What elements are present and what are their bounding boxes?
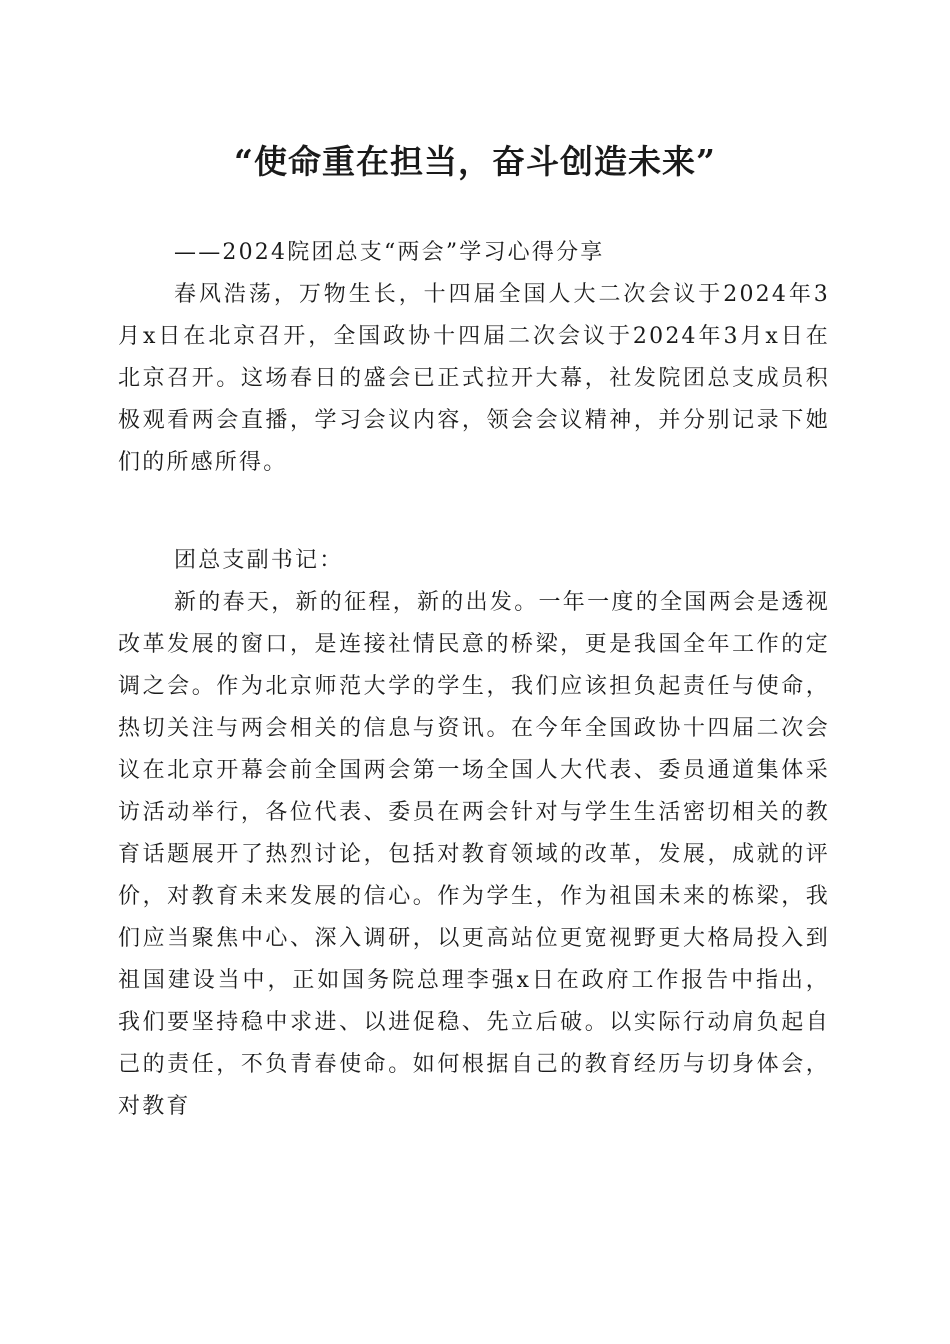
document-subtitle: ——2024院团总支“两会”学习心得分享 bbox=[174, 240, 605, 265]
intro-paragraph: 春风浩荡，万物生长，十四届全国人大二次会议于2024年3月x日在北京召开，全国政协十四届二次会议于2024年3月x日在北京召开。这场春日的盛会已正式拉开大幕，社发院团总支成员积极观看两会直播，学习会议内容，领会会议精神，并分别记录下她们的所感所得。 bbox=[118, 282, 830, 475]
section-paragraph: 新的春天，新的征程，新的出发。一年一度的全国两会是透视改革发展的窗口，是连接社情民意的桥梁，更是我国全年工作的定调之会。作为北京师范大学的学生，我们应该担负起责任与使命，热切关注与两会相关的信息与资讯。在今年全国政协十四届二次会议在北京开幕会前全国两会第一场全国人大代表、委员通道集体采访活动举行，各位代表、委员在两会针对与学生生活密切相关的教育话题展开了热烈讨论，包括对教育领域的改革，发展，成就的评价，对教育未来发展的信心。作为学生，作为祖国未来的栋梁，我们应当聚焦中心、深入调研，以更高站位更宽视野更大格局投入到祖国建设当中，正如国务院总理李强x日在政府工作报告中指出，我们要坚持稳中求进、以进促稳、先立后破。以实际行动肩负起自己的责任，不负青春使命。如何根据自己的教育经历与切身体会，对教育 bbox=[118, 590, 830, 1119]
section-role-heading: 团总支副书记： bbox=[174, 548, 344, 573]
document-title: “使命重在担当，奋斗创造未来” bbox=[234, 142, 716, 181]
